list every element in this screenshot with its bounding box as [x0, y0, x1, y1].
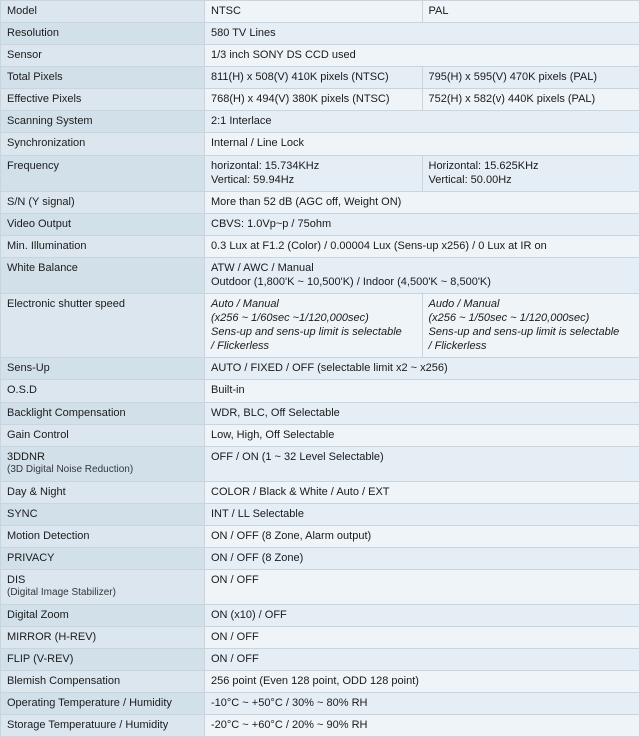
- row-label: [1, 648, 205, 670]
- table-row: [1, 446, 640, 481]
- row-value-span: ON / OFF: [205, 626, 640, 648]
- row-value-span: CBVS: 1.0Vp~p / 75ohm: [205, 213, 640, 235]
- row-label-text: Model: [7, 5, 37, 17]
- table-row: [1, 155, 640, 191]
- row-label: [1, 191, 205, 213]
- table-row: [1, 604, 640, 626]
- row-value-ntsc: 768(H) x 494(V) 380K pixels (NTSC): [205, 89, 423, 111]
- row-label-text: Operating Temperature / Humidity: [7, 697, 172, 710]
- row-label: [1, 402, 205, 424]
- row-value-span: INT / LL Selectable: [205, 503, 640, 525]
- row-value-pal: [422, 155, 640, 191]
- row-label-text: Min. Illumination: [7, 239, 87, 252]
- row-value-span: OFF / ON (1 ~ 32 Level Selectable): [205, 446, 640, 481]
- row-label-text: White Balance: [7, 261, 78, 274]
- row-value-ntsc: [205, 155, 423, 191]
- row-label-text: DIS: [7, 573, 26, 586]
- table-row: [1, 213, 640, 235]
- row-value-pal: [422, 294, 640, 358]
- row-value-span: More than 52 dB (AGC off, Weight ON): [205, 191, 640, 213]
- row-label-text: PRIVACY: [7, 551, 55, 564]
- table-row: [1, 358, 640, 380]
- row-label-text: Sens-Up: [7, 362, 50, 375]
- row-label-text: SYNC: [7, 507, 38, 520]
- row-label: [1, 547, 205, 569]
- row-value-span: ON (x10) / OFF: [205, 604, 640, 626]
- row-label-text: Electronic shutter speed: [7, 298, 126, 311]
- row-label: [1, 446, 205, 481]
- row-value-span: AUTO / FIXED / OFF (selectable limit x2 ~ x256): [205, 358, 640, 380]
- row-value-span: ON / OFF: [205, 569, 640, 604]
- value-line: Audo / Manual: [428, 298, 500, 311]
- row-label: [1, 294, 205, 358]
- table-row: [1, 67, 640, 89]
- row-label-text: Frequency: [7, 159, 59, 172]
- table-row: [1, 424, 640, 446]
- row-label-text: Storage Temperatuure / Humidity: [7, 719, 169, 732]
- row-sublabel-text: (Digital Image Stabilizer): [7, 586, 116, 598]
- row-value-ntsc: [205, 294, 423, 358]
- row-label-text: Sensor: [7, 49, 42, 62]
- row-value-pal: PAL: [422, 1, 640, 23]
- row-value-span: -20°C ~ +60°C / 20% ~ 90% RH: [205, 715, 640, 737]
- row-value-span: ON / OFF (8 Zone, Alarm output): [205, 525, 640, 547]
- row-value-pal: 752(H) x 582(v) 440K pixels (PAL): [422, 89, 640, 111]
- row-value-span: Built-in: [205, 380, 640, 402]
- table-row: [1, 89, 640, 111]
- row-label: [1, 671, 205, 693]
- row-label: [1, 23, 205, 45]
- row-label-text: Synchronization: [7, 137, 86, 150]
- row-label-text: O.S.D: [7, 384, 37, 397]
- row-value-span: 256 point (Even 128 point, ODD 128 point): [205, 671, 640, 693]
- table-row: [1, 402, 640, 424]
- row-value-span: WDR, BLC, Off Selectable: [205, 402, 640, 424]
- table-row: [1, 380, 640, 402]
- row-label: [1, 481, 205, 503]
- row-value-ntsc: NTSC: [205, 1, 423, 23]
- table-row: [1, 257, 640, 293]
- row-value-span: ON / OFF: [205, 648, 640, 670]
- table-row: [1, 45, 640, 67]
- row-label-text: Blemish Compensation: [7, 675, 121, 688]
- row-value-span: -10°C ~ +50°C / 30% ~ 80% RH: [205, 693, 640, 715]
- row-value-span: 0.3 Lux at F1.2 (Color) / 0.00004 Lux (Sens-up x256) / 0 Lux at IR on: [205, 235, 640, 257]
- row-value-span: [205, 257, 640, 293]
- table-row: [1, 481, 640, 503]
- row-sublabel-text: (3D Digital Noise Reduction): [7, 463, 134, 475]
- row-label: [1, 693, 205, 715]
- value-line: Auto / Manual: [211, 298, 279, 311]
- value-line: Vertical: 50.00Hz: [428, 173, 512, 186]
- row-label: [1, 67, 205, 89]
- row-label-text: FLIP (V-REV): [7, 652, 74, 665]
- table-row: [1, 671, 640, 693]
- row-value-ntsc: 811(H) x 508(V) 410K pixels (NTSC): [205, 67, 423, 89]
- row-label: [1, 45, 205, 67]
- row-label-text: Gain Control: [7, 428, 69, 441]
- row-label: [1, 380, 205, 402]
- table-row: [1, 626, 640, 648]
- value-line: ATW / AWC / Manual: [211, 261, 314, 274]
- row-label-text: Motion Detection: [7, 529, 90, 542]
- row-label: [1, 89, 205, 111]
- table-row: [1, 111, 640, 133]
- row-value-span: COLOR / Black & White / Auto / EXT: [205, 481, 640, 503]
- row-label-text: Backlight Compensation: [7, 406, 126, 419]
- value-line: horizontal: 15.734KHz: [211, 159, 320, 172]
- row-label: [1, 525, 205, 547]
- row-label-text: Scanning System: [7, 115, 93, 128]
- row-label: [1, 604, 205, 626]
- row-label: [1, 424, 205, 446]
- value-line: Vertical: 59.94Hz: [211, 173, 295, 186]
- value-line: (x256 ~ 1/50sec ~ 1/120,000sec): [428, 312, 590, 325]
- table-row: [1, 191, 640, 213]
- row-label: [1, 213, 205, 235]
- row-label-text: Day & Night: [7, 485, 66, 498]
- row-value-span: Internal / Line Lock: [205, 133, 640, 155]
- row-label-text: MIRROR (H-REV): [7, 630, 97, 643]
- row-label: [1, 715, 205, 737]
- row-label-text: Effective Pixels: [7, 93, 82, 106]
- row-value-span: 1/3 inch SONY DS CCD used: [205, 45, 640, 67]
- row-label-text: Total Pixels: [7, 71, 63, 84]
- row-label: [1, 569, 205, 604]
- row-value-span: Low, High, Off Selectable: [205, 424, 640, 446]
- row-value-span: ON / OFF (8 Zone): [205, 547, 640, 569]
- row-label: [1, 133, 205, 155]
- row-value-span: 2:1 Interlace: [205, 111, 640, 133]
- row-label-text: Video Output: [7, 217, 72, 230]
- row-value-pal: 795(H) x 595(V) 470K pixels (PAL): [422, 67, 640, 89]
- row-label: [1, 155, 205, 191]
- row-label-text: 3DDNR: [7, 450, 45, 463]
- value-line: Sens-up and sens-up limit is selectable: [428, 326, 620, 339]
- table-row: [1, 294, 640, 358]
- row-label: [1, 358, 205, 380]
- table-row: [1, 648, 640, 670]
- value-line: Horizontal: 15.625KHz: [428, 159, 539, 172]
- table-row: [1, 569, 640, 604]
- table-body: [1, 1, 640, 737]
- table-row: [1, 1, 640, 23]
- table-row: [1, 525, 640, 547]
- value-line: Sens-up and sens-up limit is selectable: [211, 326, 402, 339]
- row-label-text: Resolution: [7, 27, 59, 40]
- value-line: (x256 ~ 1/60sec ~1/120,000sec): [211, 312, 369, 325]
- row-label: [1, 503, 205, 525]
- row-label: [1, 626, 205, 648]
- value-line: / Flickerless: [211, 340, 270, 353]
- table-row: [1, 693, 640, 715]
- row-label: [1, 257, 205, 293]
- table-row: [1, 235, 640, 257]
- table-row: [1, 23, 640, 45]
- table-row: [1, 503, 640, 525]
- row-label-text: S/N (Y signal): [7, 195, 75, 208]
- row-label-text: Digital Zoom: [7, 608, 69, 621]
- table-row: [1, 133, 640, 155]
- row-label: [1, 111, 205, 133]
- row-label: [1, 1, 205, 23]
- row-value-span: 580 TV Lines: [205, 23, 640, 45]
- row-label: [1, 235, 205, 257]
- table-row: [1, 547, 640, 569]
- value-line: / Flickerless: [428, 340, 487, 353]
- value-line: Outdoor (1,800'K ~ 10,500'K) / Indoor (4,500'K ~ 8,500'K): [211, 276, 491, 289]
- table-row: [1, 715, 640, 737]
